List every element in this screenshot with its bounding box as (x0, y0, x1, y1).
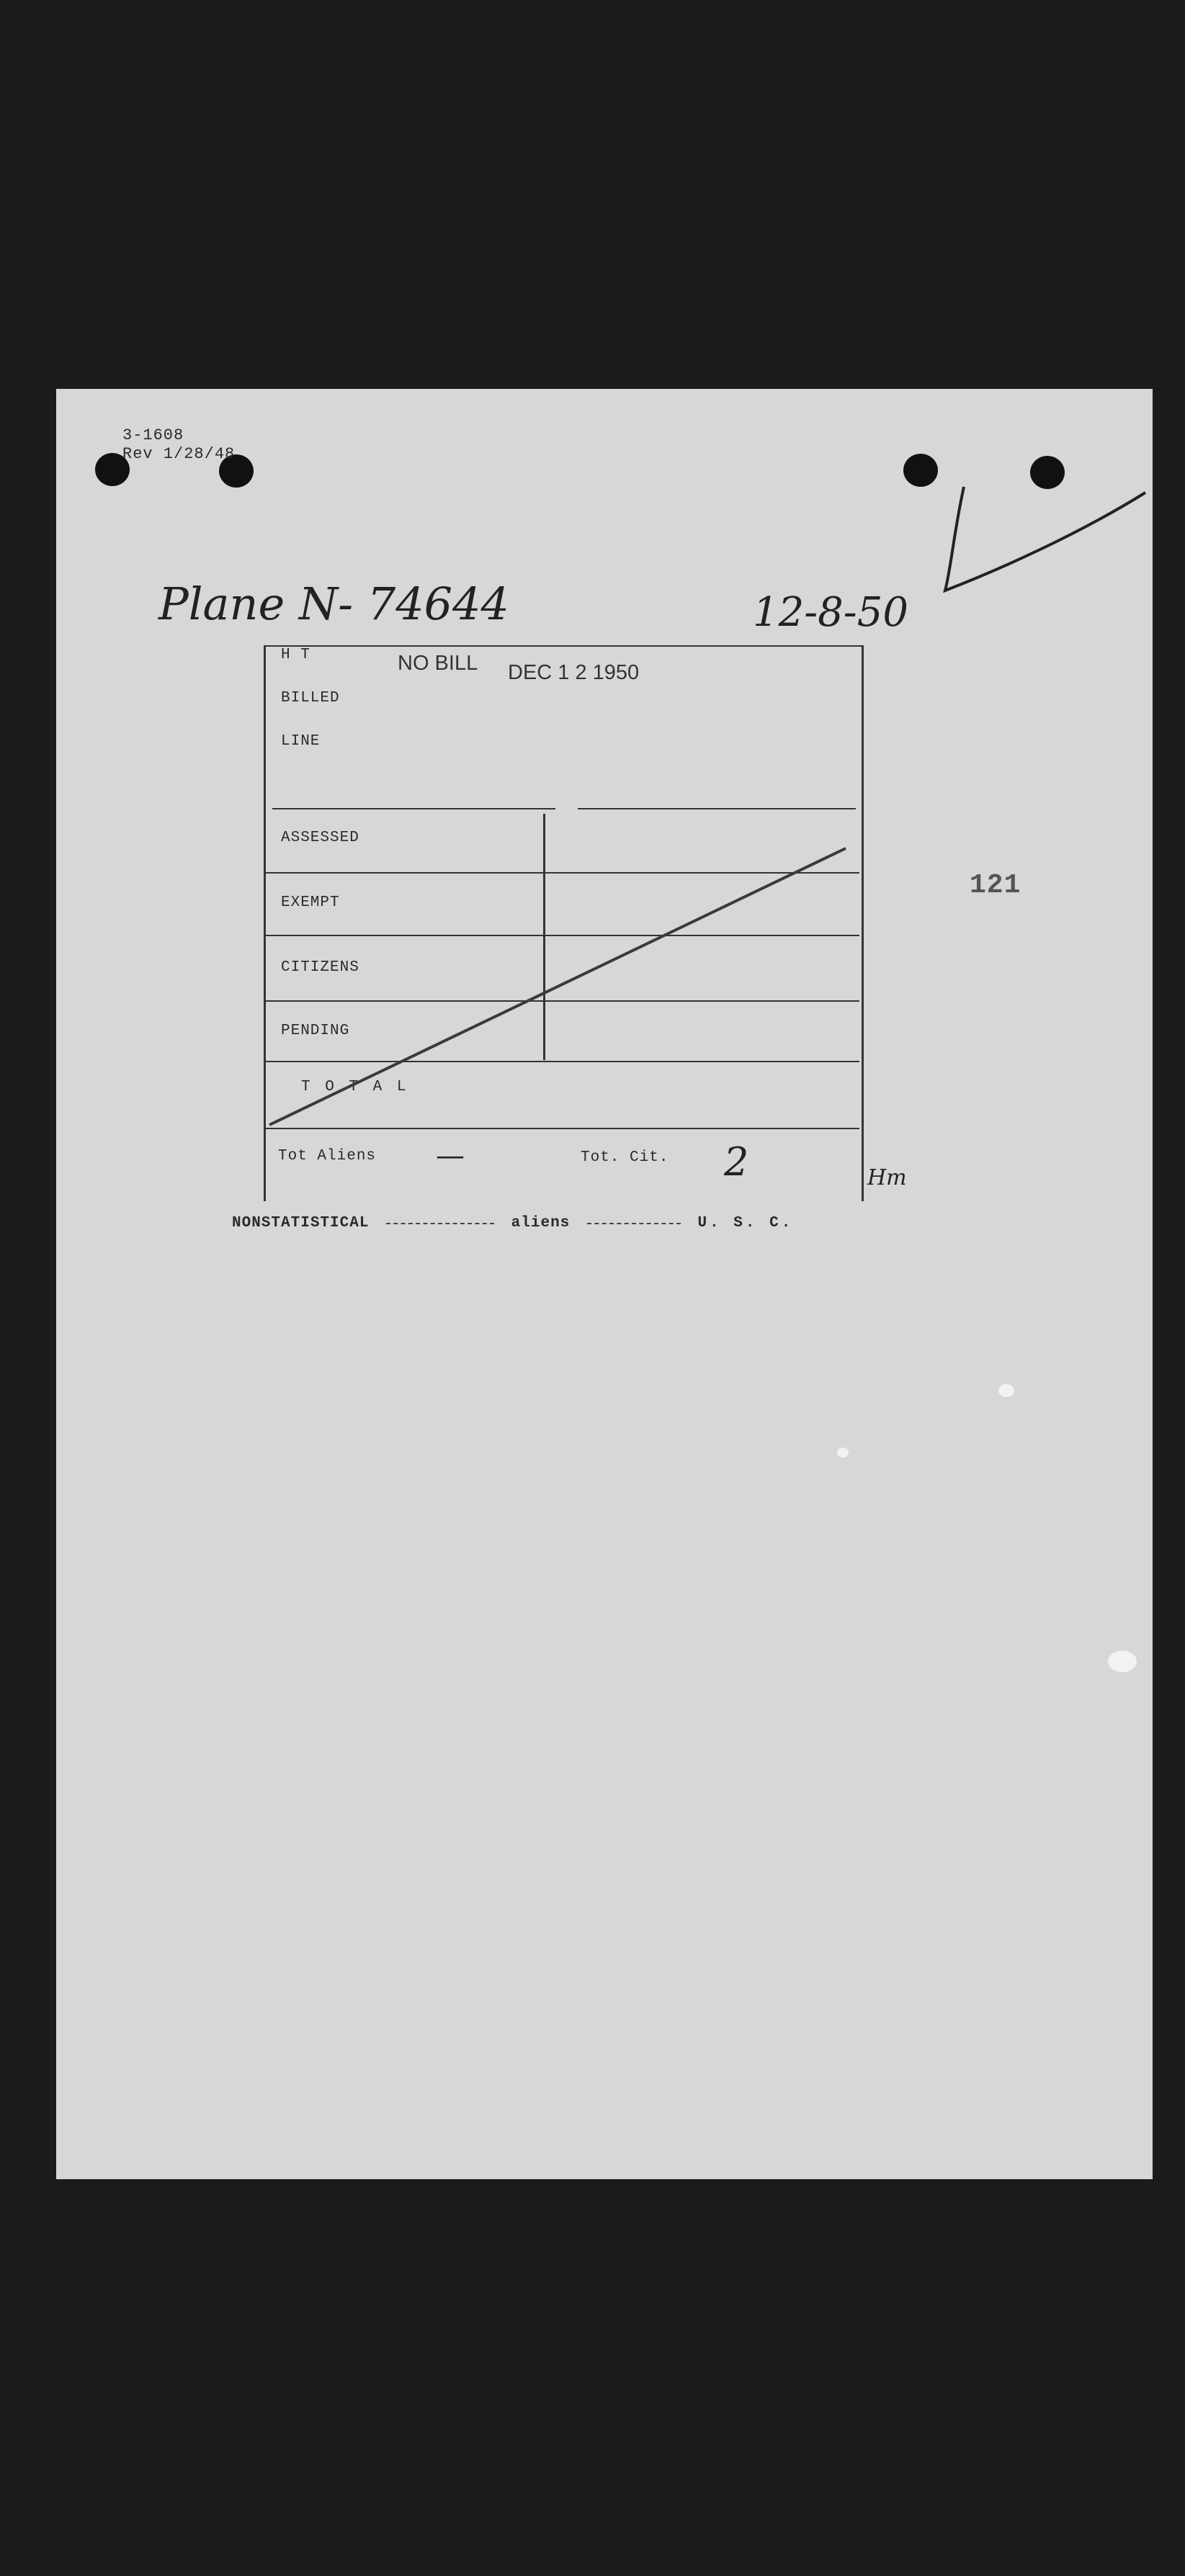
check-mark (936, 475, 1153, 598)
tot-aliens-value: — (436, 1139, 465, 1172)
divider-right (578, 808, 856, 809)
paper-speck (998, 1384, 1014, 1397)
tot-cit-value: 2 (724, 1139, 749, 1185)
paper-speck (1108, 1651, 1137, 1672)
row-label-ht: H T (281, 647, 310, 663)
usc-label: U. S. C. (697, 1215, 794, 1231)
punch-hole-right-1 (903, 454, 938, 487)
page-number-stamp: 121 (970, 870, 1021, 901)
no-bill-stamp: NO BILL (398, 652, 478, 675)
form-number: 3-1608 (122, 426, 184, 444)
row-label-billed: BILLED (281, 690, 340, 706)
initials-handwritten: Hm (867, 1165, 907, 1190)
date-handwritten: 12-8-50 (753, 589, 908, 636)
nonstatistical-line (232, 1215, 793, 1231)
cancel-line (264, 843, 854, 1131)
divider-left (272, 808, 555, 809)
nonstatistical-blank (386, 1222, 494, 1224)
paper-speck (837, 1448, 849, 1458)
row-label-pending: PENDING (281, 1023, 350, 1039)
date-stamp: DEC 1 2 1950 (508, 661, 640, 684)
row-label-exempt: EXEMPT (281, 894, 340, 911)
aliens-blank (587, 1222, 681, 1224)
form-revision: Rev 1/28/48 (122, 445, 236, 463)
row-label-citizens: CITIZENS (281, 959, 359, 976)
row-label-total: T O T A L (301, 1079, 409, 1095)
tot-aliens-label: Tot Aliens (278, 1148, 377, 1164)
nonstatistical-label: NONSTATISTICAL (232, 1215, 370, 1231)
tot-cit-label: Tot. Cit. (581, 1149, 669, 1166)
row-label-line: LINE (281, 733, 321, 750)
aliens-label: aliens (511, 1215, 571, 1231)
row-label-assessed: ASSESSED (281, 830, 359, 846)
plane-number-handwritten: Plane N- 74644 (158, 578, 509, 630)
